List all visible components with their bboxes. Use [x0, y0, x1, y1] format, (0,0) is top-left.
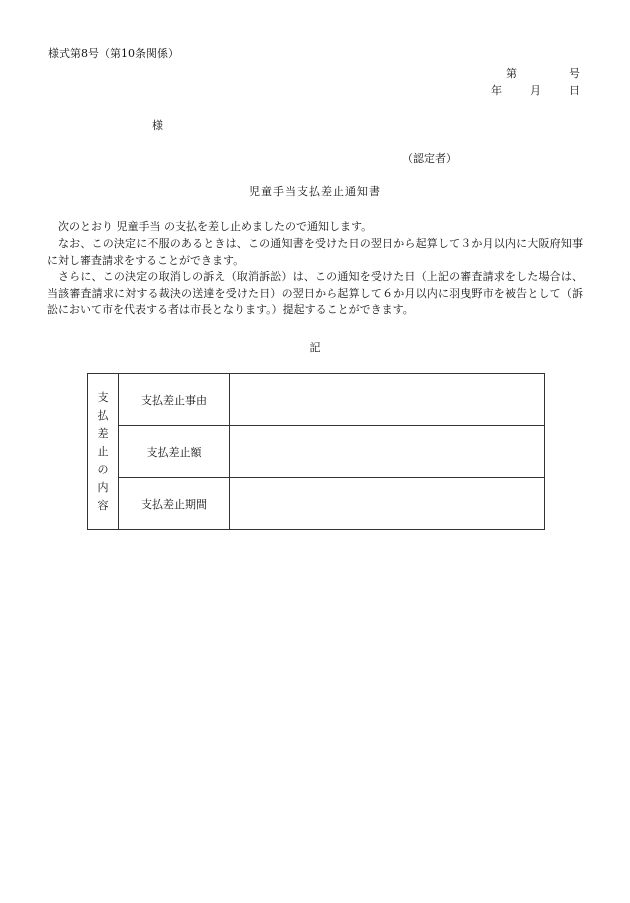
table-row [88, 374, 545, 426]
row-label-period: 支払差止期間 [119, 478, 230, 530]
date-month: 月 [530, 84, 541, 97]
date-day: 日 [569, 84, 580, 97]
side-header-char: 差 [97, 426, 109, 440]
row-value-period [230, 478, 545, 530]
page-title: 児童手当支払差止通知書 [249, 185, 381, 198]
row-value-amount [230, 426, 545, 478]
form-number: 様式第8号（第10条関係） [48, 47, 179, 60]
number-prefix: 第 [506, 67, 517, 80]
paragraph-notice: 次のとおり 児童手当 の支払を差し止めましたので通知します。 [58, 220, 373, 233]
paragraph-appeal: なお、この決定に不服のあるときは、この通知書を受けた日の翌日から起算して３か月以内に大阪府知事に対し審査請求をすることができます。 [47, 237, 583, 267]
row-label-amount: 支払差止額 [119, 426, 230, 478]
row-value-reason [230, 374, 545, 426]
paragraph-lawsuit: さらに、この決定の取消しの訴え（取消訴訟）は、この通知を受けた日（上記の審査請求をした場合は、当該審査請求に対する裁決の送達を受けた日）の翌日から起算して６か月以内に羽曳野市を被告として（訴訟において市を代表する者は市長となります。）提起することができます。 [47, 270, 583, 316]
side-header-char: 支 [97, 390, 109, 404]
table-row [88, 478, 545, 530]
side-header-char: 内 [97, 480, 109, 494]
ki-heading: 記 [309, 341, 321, 354]
suspension-details-table [87, 373, 545, 530]
addressee-suffix: 様 [152, 119, 163, 132]
row-label-reason: 支払差止事由 [119, 374, 230, 426]
side-header [88, 374, 119, 530]
date-year: 年 [491, 84, 502, 97]
document-number-line [506, 67, 580, 81]
table-row [88, 426, 545, 478]
side-header-char: 払 [97, 408, 109, 422]
side-header-char: の [97, 462, 109, 476]
document-date-line [491, 84, 580, 98]
side-header-char: 止 [97, 444, 109, 458]
number-suffix: 号 [569, 67, 580, 80]
certifier-label: （認定者） [402, 152, 457, 165]
side-header-char: 容 [97, 498, 109, 512]
